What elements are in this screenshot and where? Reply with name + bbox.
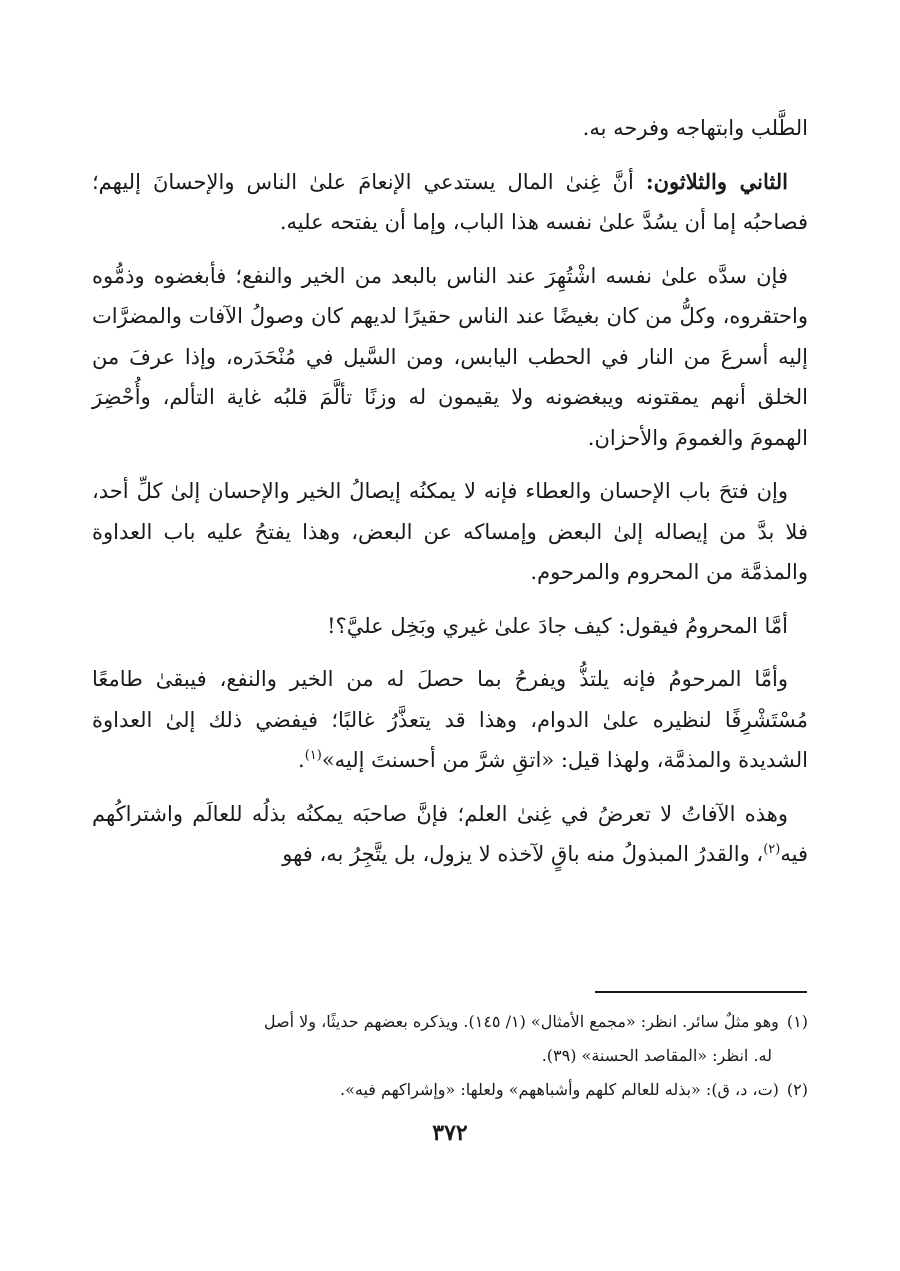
- paragraph-0: الطَّلب وابتهاجه وفرحه به.: [582, 116, 808, 140]
- paragraph-5: [92, 659, 808, 781]
- footnotes: [92, 1006, 808, 1108]
- paragraph-1: [92, 162, 808, 243]
- footnote-2-number: (٢): [786, 1080, 808, 1099]
- paragraph-6-text-a: وهذه الآفاتُ لا تعرضُ في غِنىٰ العلم؛ فإنَّ صاحبَه يمكنُه بذلُه للعالَم واشتراكُهم فيه: [92, 801, 808, 866]
- footnote-2: [92, 1074, 808, 1105]
- footnote-ref-2[interactable]: (٢): [763, 842, 781, 857]
- paragraph-5-text: وأمَّا المرحومُ فإنه يلتذُّ ويفرحُ بما حصلَ له من الخير والنفع، فيبقىٰ طامعًا مُسْتَشْرِفًا لنظيره علىٰ الدوام، وهذا قد يتعذَّرُ غالبًا؛ فيفضي ذلك إلىٰ العداوة الشديدة والمذمَّة، ولهذا قيل: «اتقِ شرَّ من أحسنتَ إليه»: [92, 667, 808, 772]
- footnote-1-number: (١): [786, 1012, 808, 1031]
- footnote-2-text: (ت، د، ق): «بذله للعالم كلهم وأشباههم» ولعلها: «وإشراكهم فيه».: [340, 1080, 779, 1099]
- footnote-1-continuation: له. انظر: «المقاصد الحسنة» (٣٩).: [541, 1046, 772, 1065]
- footnote-ref-1[interactable]: (١): [304, 748, 322, 763]
- footnote-divider: [595, 991, 807, 993]
- footnote-1-line-1: وهو مثلٌ سائر. انظر: «مجمع الأمثال» (١/ ١٤٥). ويذكره بعضهم حديثًا، ولا أصل: [263, 1012, 779, 1031]
- paragraph-6-text-b: ، والقدرُ المبذولُ منه باقٍ لآخذه لا يزول، بل يتَّجِرُ به، فهو: [282, 842, 764, 866]
- paragraph-2: فإن سدَّه علىٰ نفسه اشْتُهِرَ عند الناس بالبعد من الخير والنفع؛ فأبغضوه وذمُّوه واحتقروه، وكلُّ من كان بغيضًا عند الناس حقيرًا لديهم كان وصولُ الآفات والمضرَّات إليه أسرعَ من النار في الحطب اليابس، ومن السَّيل في مُنْحَدَره، وإذا عرفَ من الخلق أنهم يمقتونه ويبغضونه ولا يقيمون له وزنًا تألَّمَ قلبُه غاية التألم، وأُحْضِرَ الهمومَ والغمومَ والأحزان.: [92, 263, 808, 450]
- section-heading: الثاني والثلاثون:: [645, 168, 788, 194]
- page-number: ٣٧٢: [432, 1120, 468, 1146]
- footnote-1: [92, 1006, 808, 1037]
- paragraph-1-text: أنَّ غِنىٰ المال يستدعي الإنعامَ علىٰ الناس والإحسانَ إليهم؛ فصاحبُه إما أن يسُدَّ علىٰ نفسه هذا الباب، وإما أن يفتحه عليه.: [92, 169, 808, 234]
- main-text: [92, 108, 808, 888]
- paragraph-5-end: .: [298, 748, 305, 772]
- paragraph-4: أمَّا المحرومُ فيقول: كيف جادَ علىٰ غيري وبَخِل عليَّ؟!: [327, 613, 788, 638]
- paragraph-6: [92, 794, 808, 875]
- paragraph-3: وإن فتحَ باب الإحسان والعطاء فإنه لا يمكنُه إيصالُ الخير والإحسان إلىٰ كلِّ أحد، فلا بدَّ من إيصاله إلىٰ البعض وإمساكه عن البعض، وهذا يفتحُ عليه باب العداوة والمذمَّة من المحروم والمرحوم.: [92, 479, 808, 584]
